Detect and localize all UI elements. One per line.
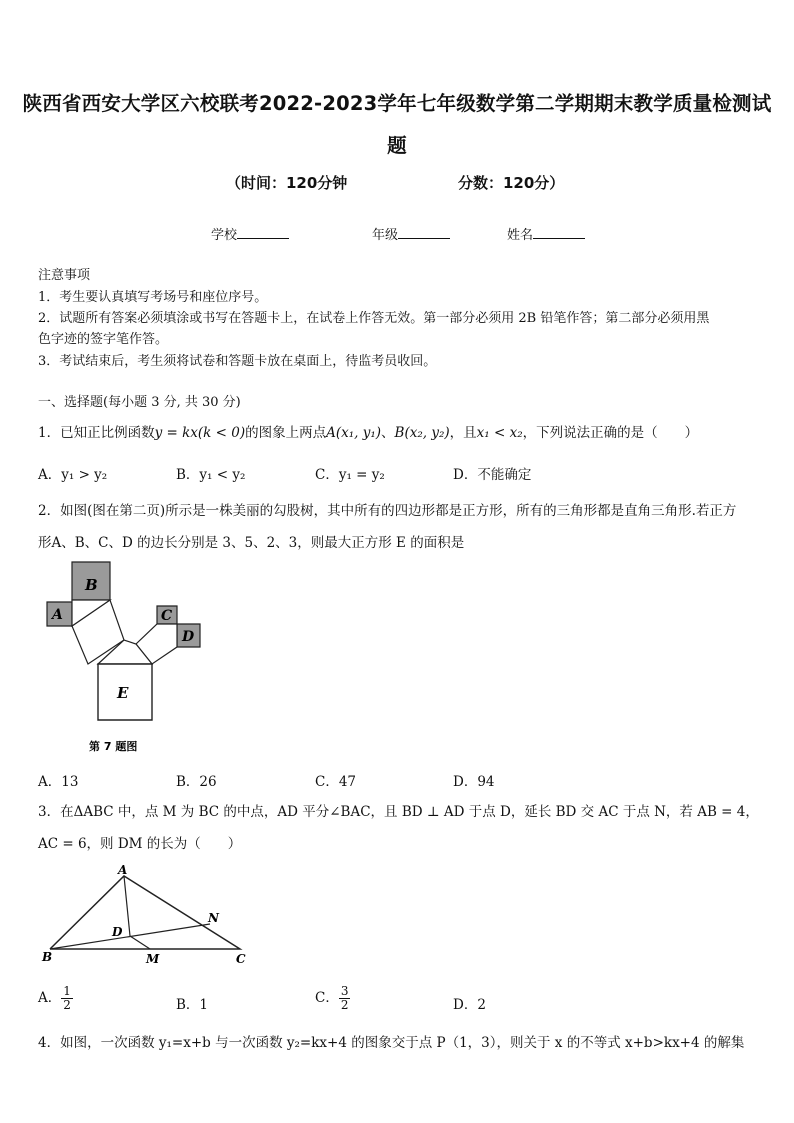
label-M: M [146, 952, 160, 966]
q1-sep: 、 [381, 425, 395, 441]
q3-c-fraction [339, 985, 351, 1012]
label-a: A [52, 607, 63, 623]
q1-pre: 1．已知正比例函数 [38, 425, 155, 441]
note-item: 色字迹的签字笔作答。 [38, 332, 169, 347]
exam-score: 分数：120分） [458, 174, 565, 192]
label-B: B [42, 950, 53, 964]
q1-option-d: D．不能确定 [453, 467, 532, 483]
q1-cond: x₁ < x₂ [476, 425, 523, 441]
question-4-line1: 4．如图，一次函数 y₁=x+b 与一次函数 y₂=kx+4 的图象交于点 P（1，3），则关于 x 的不等式 x+b>kx+4 的解集 [38, 1035, 745, 1051]
page-title-cont: 题 [387, 134, 407, 157]
question-3-line2: AC = 6，则 DM 的长为（ ） [38, 836, 242, 852]
q3-a-num: 1 [63, 984, 71, 998]
label-A: A [118, 863, 128, 877]
q3-a-fraction [61, 985, 73, 1012]
q3-option-a [38, 985, 73, 1012]
q3-option-d: D．2 [453, 997, 486, 1013]
segment-ad [124, 876, 130, 936]
q1-cond-pre: ，且 [449, 425, 477, 441]
q2-option-b: B．26 [176, 774, 217, 790]
q3-a-prefix: A． [38, 990, 62, 1006]
name-label: 姓名 [507, 228, 534, 243]
q1-option-c: C．y₁ = y₂ [315, 467, 385, 483]
question-2-line1: 2．如图(图在第二页)所示是一株美丽的勾股树，其中所有的四边形都是正方形，所有的三角形都是直角三角形.若正方 [38, 503, 737, 519]
q2-option-d: D．94 [453, 774, 495, 790]
q1-option-a: A．y₁ > y₂ [38, 467, 108, 483]
q1-func: y = kx(k < 0) [154, 425, 246, 441]
section-heading: 一、选择题(每小题 3 分, 共 30 分) [38, 395, 241, 410]
label-e: E [117, 684, 129, 702]
question-1 [38, 421, 698, 441]
label-C: C [236, 952, 246, 966]
school-blank [237, 226, 289, 239]
exam-time: （时间：120分钟 [226, 174, 348, 192]
grade-field [372, 224, 450, 243]
q3-c-prefix: C． [315, 990, 339, 1006]
segment-dm [130, 936, 150, 949]
grade-label: 年级 [372, 228, 399, 243]
note-item: 1．考生要认真填写考场号和座位序号。 [38, 290, 268, 305]
q1-post: ，下列说法正确的是（ ） [522, 425, 699, 441]
triangle-figure [40, 862, 260, 972]
figure-caption: 第 7 题图 [89, 740, 138, 753]
name-blank [533, 226, 585, 239]
q3-c-num: 3 [340, 984, 349, 998]
school-label: 学校 [211, 228, 238, 243]
grade-blank [398, 226, 450, 239]
q1-point-a: A(x₁, y₁) [326, 425, 382, 441]
label-b: B [85, 576, 98, 594]
q3-option-b: B．1 [176, 997, 209, 1013]
label-N: N [208, 911, 219, 925]
q2-option-a: A．13 [38, 774, 79, 790]
note-item: 3．考试结束后，考生须将试卷和答题卡放在桌面上，待监考员收回。 [38, 354, 437, 369]
q3-a-den: 2 [63, 998, 71, 1012]
q1-mid: 的图象上两点 [245, 425, 327, 441]
q1-option-b: B．y₁ < y₂ [176, 467, 246, 483]
notes-heading: 注意事项 [38, 268, 91, 283]
school-field [211, 224, 289, 243]
name-field [507, 224, 585, 243]
q3-c-den: 2 [340, 998, 349, 1012]
page-title: 陕西省西安大学区六校联考2022-2023学年七年级数学第二学期期末教学质量检测试 [22, 92, 772, 115]
question-2-line2: 形A、B、C、D 的边长分别是 3、5、2、3，则最大正方形 E 的面积是 [38, 535, 465, 551]
q3-option-c [315, 985, 350, 1012]
label-D: D [112, 925, 123, 939]
note-item: 2．试题所有答案必须填涂或书写在答题卡上，在试卷上作答无效。第一部分必须用 2B 铅笔作答；第二部分必须用黑 [38, 311, 710, 326]
label-c: C [161, 608, 173, 624]
question-3-line1: 3．在ΔABC 中，点 M 为 BC 的中点，AD 平分∠BAC，且 BD ⊥ AD 于点 D，延长 BD 交 AC 于点 N，若 AB = 4， [38, 804, 759, 820]
pythagoras-tree-figure [40, 560, 215, 760]
q2-option-c: C．47 [315, 774, 357, 790]
label-d: D [182, 629, 195, 645]
q1-point-b: B(x₂, y₂) [394, 425, 450, 441]
